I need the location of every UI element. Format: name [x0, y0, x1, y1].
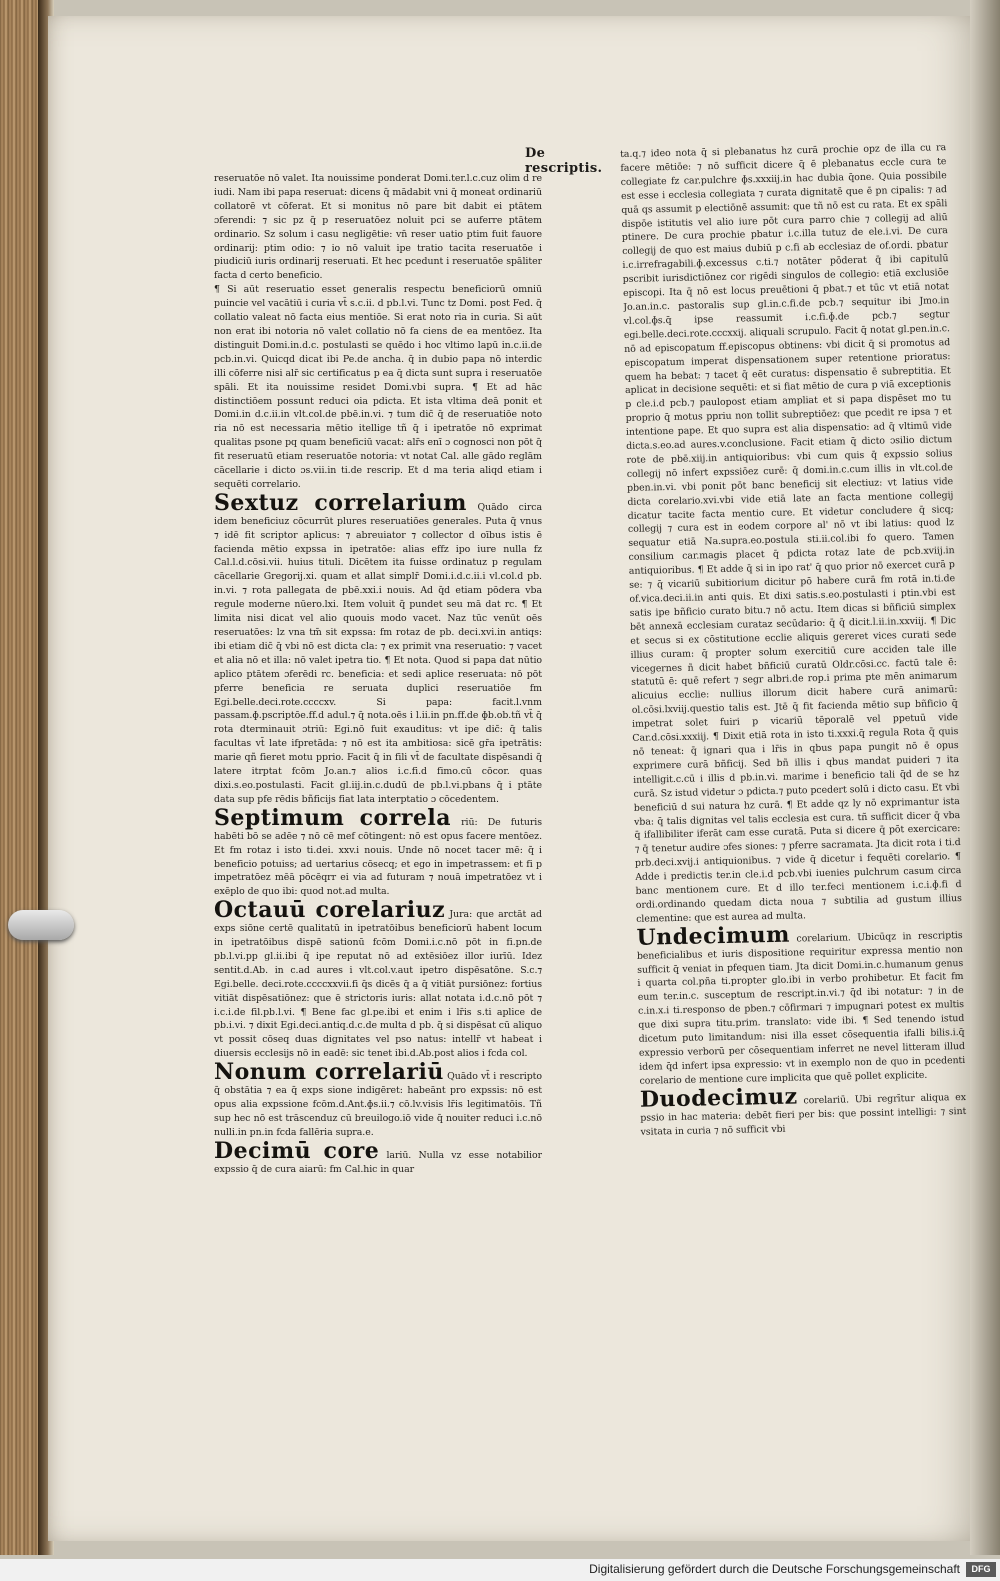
section-heading: Nonum correlariū	[214, 1059, 444, 1086]
footer-bar	[0, 1559, 1000, 1581]
correlarium-paragraph	[640, 1082, 967, 1140]
paragraph-text: riū: De futuris habēti bō se adēe ⁊ nō cē mef cōtingent: nō est opus facere mentōez. Et fm rotaz i isto ti.dei. xxv.i nouis. Unde nō nocet tacer mē: q̄ i beneficio potuiss; ad uertarius cōsecq; et ego in impetrassem: et fi p impetratōez mēā pōcēqrr ei via ad futuram ⁊ nouā impetratōez vt i exēplo de quo ibi: quod not.ad multa.	[214, 816, 542, 898]
left-text-column	[214, 172, 542, 1294]
dfg-logo: DFG	[966, 1562, 996, 1577]
section-heading: Octauū corelariuz	[214, 897, 446, 924]
paragraph-text: Quādo circa idem beneficiuz cōcurrūt plures reseruatiōes generales. Puta q̄ vnus ⁊ idē fit scriptor aplicus: ⁊ abreuiator ⁊ collector d oībus istis ē facienda mētio expssa in ipetratōe: alias effz ipo iure nulla fz Cal.l.d.cōsi.vii. huius tituli. Dicētem ita fuisse ordinatuz p regulam cācellarie Gregorij.xi. quam et allat simplr̄ Domi.i.d.c.ii.i vl.col.d pb. in.vi. ⁊ rota pallegata de pbē.xxi.i nouis. Ad q̄d etiam pōdera vba regule moderne nūero.lxi. Item voluit q̄ pundet seu mā dat rc. ¶ Et limita nisi dicat vel alio quouis modo vacet. Naz tūc venūt oēs reseruatōes: lz vna tm̄ sit expssa: fm rotaz de pb. deci.xvi.in antiqs: ibi etiam dic̄ q̄ vbi nō est dicta cla: ⁊ ex primit vna reseruatio: ⁊ vacet et alia nō et illa: nō valet ipetra tio. ¶ Et nota. Quod si papa dat nūtio aplico ptātem ɔferēdi rc. beneficia: et sedi aplice reseruata: nō pōt pferre beneficia re seruata duplici reseruatiōe fm Egi.belle.deci.rote.ccccxv. Si papa: facit.l.vnm passam.ɸ.pscriptōe.ff.d adul.⁊ q̄ nota.oēs i l.ii.in pn.ff.de ɸb.ob.tñ vt̄ q̄ rota dterminauit ɔtriū: Egi.nō fuit exauditus: vt ipe dic̄: q̄ talis facultas vt̄ late ifpretāda: ⁊ nō est ita ambitiosa: sicē gr̄a ipetrātis: marie qñ fieret motu pprio. Facit q̄ in fili vt̄ de facultate dispēsandi q̄ latere itrptat fcōm Jo.an.⁊ alios i.c.fi.d fimo.cū cōcor. quas dixi.s.eo.postulasti. Facit gl.iij.in.c.dudū de pb.l.vi.pbans q̄ i ptāte data sup pfe rēdis bñficijs fiat lata interptatio ɔ cōcedentem.	[214, 501, 542, 805]
correlarium-paragraph	[214, 1137, 542, 1177]
correlarium-paragraph	[214, 1061, 542, 1140]
correlarium-paragraph	[214, 899, 542, 1061]
text-paragraph: ta.q.⁊ ideo nota q̄ si plebanatus hz curā prochie opz de illa cu ra facere mētiōe: ⁊ nō sufficit dicere q̄ ē plebanatus eccle cura te collegiate fz car.pulchre ɸs.xxxiij.in hac dubia q̄one. Quia possibile est esse i ecclesia collegiata ⁊ curata dignitatē que ē pn cipalis: ⁊ ad quā qs assumit p electiōnē assumit: que tñ nō est cu rata. Et ex spāli dispōe istitutis vel alio iure pōt cura parro chie ⁊ collegij ad aliū ptinere. De cura prochie pbatur i.c.illa tutuz de ele.i.vi. De cura collegij de quo est maius dubiū p c.fi ab ecclesiaz de of.ordi. pbatur i.c.irrefragabili.ɸ.excessus c.ti.⁊ notāter pōderat q̄ ibi capitulū pscribit iurisdictiōnez cor rigēdi singulos de collegio: etiā exclusiōe episcopi. Ita q̄ nō est locus preuētioni q̄ pbat.⁊ et tūc vt etiā notat Jo.an.in.c. pastoralis sup gl.in.c.fi.de pcb.⁊ sequitur ibi Jmo.in vl.col.ɸs.q̄ ipse reassumit i.c.fi.ɸ.de pcb.⁊ segtur egi.belle.deci.rote.cccxxij. aliquali scrupulo. Facit q̄ notat gl.pen.in.c. nō ad episcopatum ff.episcopus obtinens: vbi dicit q̄ si promotus ad episcopatum imperat dispensationem super retentione prioratus: quem ha bebat: ⁊ tacet q̄ eēt curatus: dispensatio ē subreptitia. Et aplicat in decisione sequēti: et si fiat mētio de cura p viā exceptionis p cle.i.d pcb.⁊ paulopost etiam ampliat et si papa dispēset mo tu proprio q̄ motus ppriu non tollit subreptiōez: que pcedit re ipsa ⁊ et intentione pape. Et quo supra est alia dispensatio: ad q̄ vltimū vide dicta.s.eo.ad aures.v.conclusione. Facit etiam q̄ dicto ɔsilio dictum rote de pbē.xiij.in antiquioribus: vbi cum quis q̄ expssio solius collegij nō infert expssiōez curē: q̄ domi.in.c.cum illis in vlt.col.de pben.in.vi. vbi ponit pōt banc beneficij sit electiuz: vt latius vide dicta corelario.xvi.vbi vide etiā late an facta mentione collegij dicatur tacite facta mentio cure. Et videtur concludere q̄ sicq; collegij ⁊ cura est in eodem corpore al' nō vt ibi latius: quod lz sequatur etiā Na.supra.eo.postula sti.ii.col.ibi fo quero. Tamen consilium car.magis placet q̄ pdicta rotaz late de pcb.xviij.in antiquioribus. ¶ Et adde q̄ si in ipo rat' q̄ quo prior nō exercet curā p se: ⁊ q̄ vicariū subitiorium dicitur pō habere curā fm rotā in.ti.de of.vica.deci.ii.in anti quis. Et dixi satis.s.eo.postulasti i ptin.vbi est satis ipe bñficio curato bitu.⁊ nō actu. Item dicas si bñficiū simplex bēt annexā ecclesiam curataz secūdario: q̄ q̄ dicit.l.ii.in.xxviij. ¶ Dic et secus si ex cōstitutione ecclie aliquis gereret vices curati sede illius curam: q̄ propter solum exercitiū cure acciden tale ille vicegernes ñ dicit habet bñficiū curatū Oldr.cōsi.cc. factū tale ē: statutū ē: quē refert ⁊ segr albri.de rop.i prima pte mēn animarum alicuius ecclie: nullius illorum dicit habere curā animarū: ol.cōsi.lxviij.questio talis est. Jtē q̄ fit facienda mētio sup bñficio q̄ impetrat solet fuiri p vicariū tēporalē vel ppetuū vide Car.d.cōsi.xxxiij. ¶ Dixit etiā rota in isto ti.xxxi.q̄ regula Rota q̄ quis nō teneat: q̄ ignari qua i lr̄is in qbus papa pungit nō ē opus exprimere curā bñficij. Sed bñ illis i qbus mandat puideri ⁊ ita intelligit.c.cū i illis d pb.in.vi. marime i beneficio tali q̄d de se hz curā. Sz istud videtur ɔ pdicta.⁊ puto pcedert solū i dicto casu. Et vbi beneficiū d sui natura hz curā. ¶ Et adde qz ly nō exprimantur ista vba: q̄ talis dignitas vel talis ecclesia est cura. tñ sufficit dicer q̄ vba q̄ ifallibiliter iferāt cam esse curatā. Puta si dicere q̄ pōt exercicare: ⁊ q̄ tenetur audire ɔfes siones: ⁊ pferre sacramata. Jta dicit rota i ti.d prb.deci.xvij.i antiquionibus. ⁊ vide q̄ dicetur i fequēti corelario. ¶ Adde i predictis ter.in cle.i.d pcb.vbi iuenies pulchrum casum circa banc mentionem cure. Et d illo ter.feci mentionem i.c.i.ɸ.fi d ordi.ordinando quedam dicta noua ⁊ subtilia ad gustum illius clementine: que est aurea ad multa.	[620, 142, 962, 925]
section-heading: Sextuz correlarium	[214, 489, 467, 516]
right-edge-shadow	[970, 0, 1000, 1555]
paragraph-text: corelariū. Ubi regrītur aliqua ex pssio in hac materia: debēt fieri per bis: que possint intelligi: ⁊ sint vsitata in curia ⁊ nō sufficit vbi	[640, 1091, 967, 1138]
correlarium-paragraph	[214, 804, 542, 899]
right-text-column	[620, 141, 970, 1298]
section-heading: Septimum correla	[214, 804, 452, 831]
footer-credit: Digitalisierung gefördert durch die Deutsche Forschungsgemeinschaft	[589, 1562, 960, 1576]
text-paragraph: ¶ Si aūt reseruatio esset generalis respectu beneficiorū omniū puincie vel vacātiū i curia vt̄ s.c.ii. d pb.l.vi. Tunc tz Domi. post Fed. q̄ collatio valeat nō facta eius mentiōe. Si erat noto ria in curia. Si aūt non erat ibi notoria nō valet collatio nō fa ciens de ea mentōez. Ita distinguit Domi.in.d.c. postulasti se quēdo i hoc vltimo lapū in.c.ii.de pcb.in.vi. Quicqd dicat ibi Pe.de ancha. q̄ in dubio papa nō interdic illi cōferre nisi alr̄ sic certificatus p ea q̄ dicta sunt supra i reseruatōe spāli. Et ita nouissime residet Domi.vbi supra. ¶ Et ad hāc distinctiōem possunt reduci oia pdicta. Et ista vltima deā ponit et Domi.in d.c.ii.in vlt.col.de pbē.in.vi. ⁊ tum dic̄ q̄ de reseruatiōe noto ria nō est necessaria mētio itellige tñ q̄ i ipetratōe nō exprimat qualitas psone pq quam beneficiū vacat: alr̄s enī ɔ cognosci non pōt q̄ fit reseruatū etiam reseruatōe notoria: vt notat Cal. alle gādo reglām cācellarie i dicto ɔs.vii.in ti.de rescrip. Et d ma teria aliqd etiam i sequēti correlario.	[214, 284, 542, 490]
paragraph-text: Quādo vt̄ i rescripto q̄ obstātia ⁊ ea q̄ exps sione indigēret: habeānt pro expssis: nō est opus alia expssione fcōm.d.Ant.ɸs.ii.⁊ cō.lv.visis lr̄is legitimatōis. Tñ sup hec nō est trāscenduz cū breuilogo.iō vide q̄ nouiter reduci i.c.nō nulli.in pn.in fcda fallēria supra.e.	[214, 1071, 542, 1138]
correlarium-paragraph	[636, 920, 965, 1089]
correlarium-paragraph	[214, 489, 542, 807]
paragraph-text: lariū. Nulla vz esse notabilior expssio q̄ de cura aiarū: fm Cal.hic in quar	[214, 1149, 542, 1175]
paragraph-text: corelarium. Ubicūqz in rescriptis beneficialibus et iuris dispositione requiritur expressa mentio non sufficit q̄ veniat in pfequen tiam. Jta dicit Domi.in.c.humanum genus i quarta col.pña ti.propter glo.ibi in verbo prohibetur. Et facit fm eum ter.in.c. susceptum de rescript.in.vi.⁊ q̄d ibi notatur: ⁊ in de c.in.x.i ti.responso de pben.⁊ cōfirmari ⁊ impugnari potest ex multis que dixi supra titu.prim. translato: vide ibi. ¶ Sed tenendo istud dicetum puto limitandum: nisi illa esset cōsequentia ifalli bilis.i.q̄ expressio verborū per cōsequentiam inferret ne nevel litteram illud idem q̄d infert ipsa expressio: vt in exemplo non de quo in pcedenti corelario de mentione cure implicita que quē pollet explicite.	[636, 929, 966, 1087]
text-paragraph: reseruatōe nō valet. Ita nouissime ponderat Domi.ter.l.c.cuz olim d re iudi. Nam ibi papa reseruat: dicens q̄ mādabit vni q̄ moneat ordinariū collatorē vt cōferat. Et si monitus nō pare bit dabit ei ptātem ɔferendi: ⁊ sic pz q̄ p reseruatōez noluit pci se auferre ptātem ordinario. Sz solum i casu negligētie: vn̄ reser uatio ptim fuit fauore ordinarij: ptim odio: ⁊ io nō valuit ipe tratio tacita reseruatōe i piudiciū iuris ordinarij reseruati. Et hec pcedunt i reseruatōe spāliter facta d certo beneficio.	[214, 173, 542, 282]
running-head: De rescriptis.	[525, 146, 603, 176]
section-heading: Undecimum	[636, 921, 791, 951]
paragraph-text: Jura: que arctāt ad exps siōne certē qualitatū in ipetratōibus beneficiorū habent locum in ipetratōibus dispē sationū fcōm Domi.i.c.nō pōt in fi.pn.de pb.l.vi.pp gl.ii.ibi q̄ ipe reputat nō ad extēsiōez illor iurīū. Idez sentit.d.Ab. in c.ad aures i vlt.col.v.aut ipetro dispēsatōne. S.c.⁊ Egi.belle. deci.rote.ccccxxvii.fi q̄s dicēs q̄ a q̄ vitiāt pursiōnez: fortius vitiāt dispēsatiōnez: que ē strictoris iuris: allat notata i.d.c.nō pōt ⁊ i.c.i.de fil.pb.l.vi. ¶ Bene fac gl.pe.ibi et enim i lr̄is s.ti aplice de pb.i.vi. ⁊ dixit Egi.deci.antiq.d.c.de multa d pb. q̄ si dispēsat cū aliquo vt possit cōseq duas dignitates vel pso natus: intellr̄ vt habeat i diuersis ecclesijs nō in eadē: sic tenet ibi.d.Ab.post alios i fcda col.	[214, 909, 542, 1060]
section-heading: Decimū core	[214, 1137, 380, 1164]
section-heading: Duodecimuz	[639, 1083, 798, 1113]
page-clip	[8, 910, 74, 940]
